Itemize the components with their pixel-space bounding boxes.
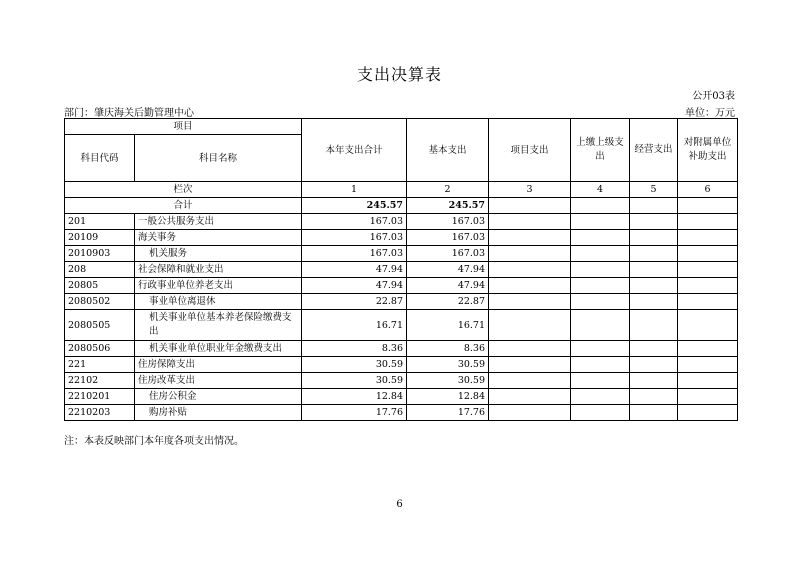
row-code: 22102	[65, 373, 135, 389]
row-name: 住房保障支出	[135, 357, 302, 373]
row-total: 16.71	[302, 310, 407, 341]
row-basic: 16.71	[407, 310, 489, 341]
row-name: 事业单位离退休	[135, 294, 302, 310]
table-row	[65, 405, 738, 421]
table-row	[65, 310, 738, 341]
table-row	[65, 389, 738, 405]
row-basic: 30.59	[407, 357, 489, 373]
row-total: 17.76	[302, 405, 407, 421]
row-code: 2210203	[65, 405, 135, 421]
row-code: 208	[65, 262, 135, 278]
table-row	[65, 214, 738, 230]
header-subsidiary: 对附属单位补助支出	[678, 119, 738, 182]
row-basic: 167.03	[407, 246, 489, 262]
row-basic: 167.03	[407, 214, 489, 230]
header-name: 科目名称	[135, 135, 302, 182]
total-label: 合计	[65, 198, 302, 214]
row-total: 167.03	[302, 214, 407, 230]
row-code: 2010903	[65, 246, 135, 262]
total-basic-value: 245.57	[407, 198, 489, 214]
row-code: 221	[65, 357, 135, 373]
page-number: 6	[396, 499, 403, 510]
row-basic: 167.03	[407, 230, 489, 246]
header-col-no: 栏次	[65, 182, 302, 198]
row-basic: 47.94	[407, 262, 489, 278]
row-name: 社会保障和就业支出	[135, 262, 302, 278]
row-total: 167.03	[302, 246, 407, 262]
header-project: 项目支出	[489, 119, 571, 182]
row-basic: 12.84	[407, 389, 489, 405]
row-name: 机关服务	[135, 246, 302, 262]
row-total: 167.03	[302, 230, 407, 246]
row-code: 20805	[65, 278, 135, 294]
row-total: 30.59	[302, 357, 407, 373]
row-basic: 17.76	[407, 405, 489, 421]
header-upper: 上缴上级支出	[571, 119, 630, 182]
row-code: 2210201	[65, 389, 135, 405]
table-row	[65, 373, 738, 389]
row-total: 12.84	[302, 389, 407, 405]
row-total: 47.94	[302, 262, 407, 278]
unit-label: 单位：万元	[685, 108, 735, 119]
table-row	[65, 262, 738, 278]
row-total: 47.94	[302, 278, 407, 294]
department-label: 部门：肇庆海关后勤管理中心	[64, 108, 194, 119]
form-number: 公开03表	[692, 91, 735, 102]
header-code: 科目代码	[65, 135, 135, 182]
total-value: 245.57	[302, 198, 407, 214]
row-name: 住房公积金	[135, 389, 302, 405]
row-name: 机关事业单位职业年金缴费支出	[135, 341, 302, 357]
row-total: 30.59	[302, 373, 407, 389]
row-name: 行政事业单位养老支出	[135, 278, 302, 294]
row-basic: 8.36	[407, 341, 489, 357]
page-title: 支出决算表	[356, 65, 442, 84]
col-number: 3	[489, 182, 571, 198]
table-row	[65, 230, 738, 246]
header-item: 项目	[65, 119, 302, 135]
header-total: 本年支出合计	[302, 119, 407, 182]
col-number: 4	[571, 182, 630, 198]
col-number: 1	[302, 182, 407, 198]
col-number: 2	[407, 182, 489, 198]
row-total: 8.36	[302, 341, 407, 357]
header-basic: 基本支出	[407, 119, 489, 182]
table-row	[65, 246, 738, 262]
row-total: 22.87	[302, 294, 407, 310]
row-basic: 47.94	[407, 278, 489, 294]
row-code: 2080505	[65, 310, 135, 341]
col-number: 6	[678, 182, 738, 198]
table-note: 注：本表反映部门本年度各项支出情况。	[64, 436, 244, 447]
row-basic: 22.87	[407, 294, 489, 310]
row-name: 购房补贴	[135, 405, 302, 421]
table-row	[65, 278, 738, 294]
total-row	[65, 198, 738, 214]
table-row	[65, 341, 738, 357]
expenditure-table	[64, 118, 738, 421]
row-code: 2080506	[65, 341, 135, 357]
row-name: 机关事业单位基本养老保险缴费支出	[135, 310, 302, 341]
row-basic: 30.59	[407, 373, 489, 389]
row-name: 一般公共服务支出	[135, 214, 302, 230]
table-row	[65, 294, 738, 310]
row-code: 201	[65, 214, 135, 230]
row-name: 住房改革支出	[135, 373, 302, 389]
table-row	[65, 357, 738, 373]
row-name: 海关事务	[135, 230, 302, 246]
row-code: 2080502	[65, 294, 135, 310]
row-code: 20109	[65, 230, 135, 246]
header-operating: 经营支出	[630, 119, 678, 182]
col-number: 5	[630, 182, 678, 198]
